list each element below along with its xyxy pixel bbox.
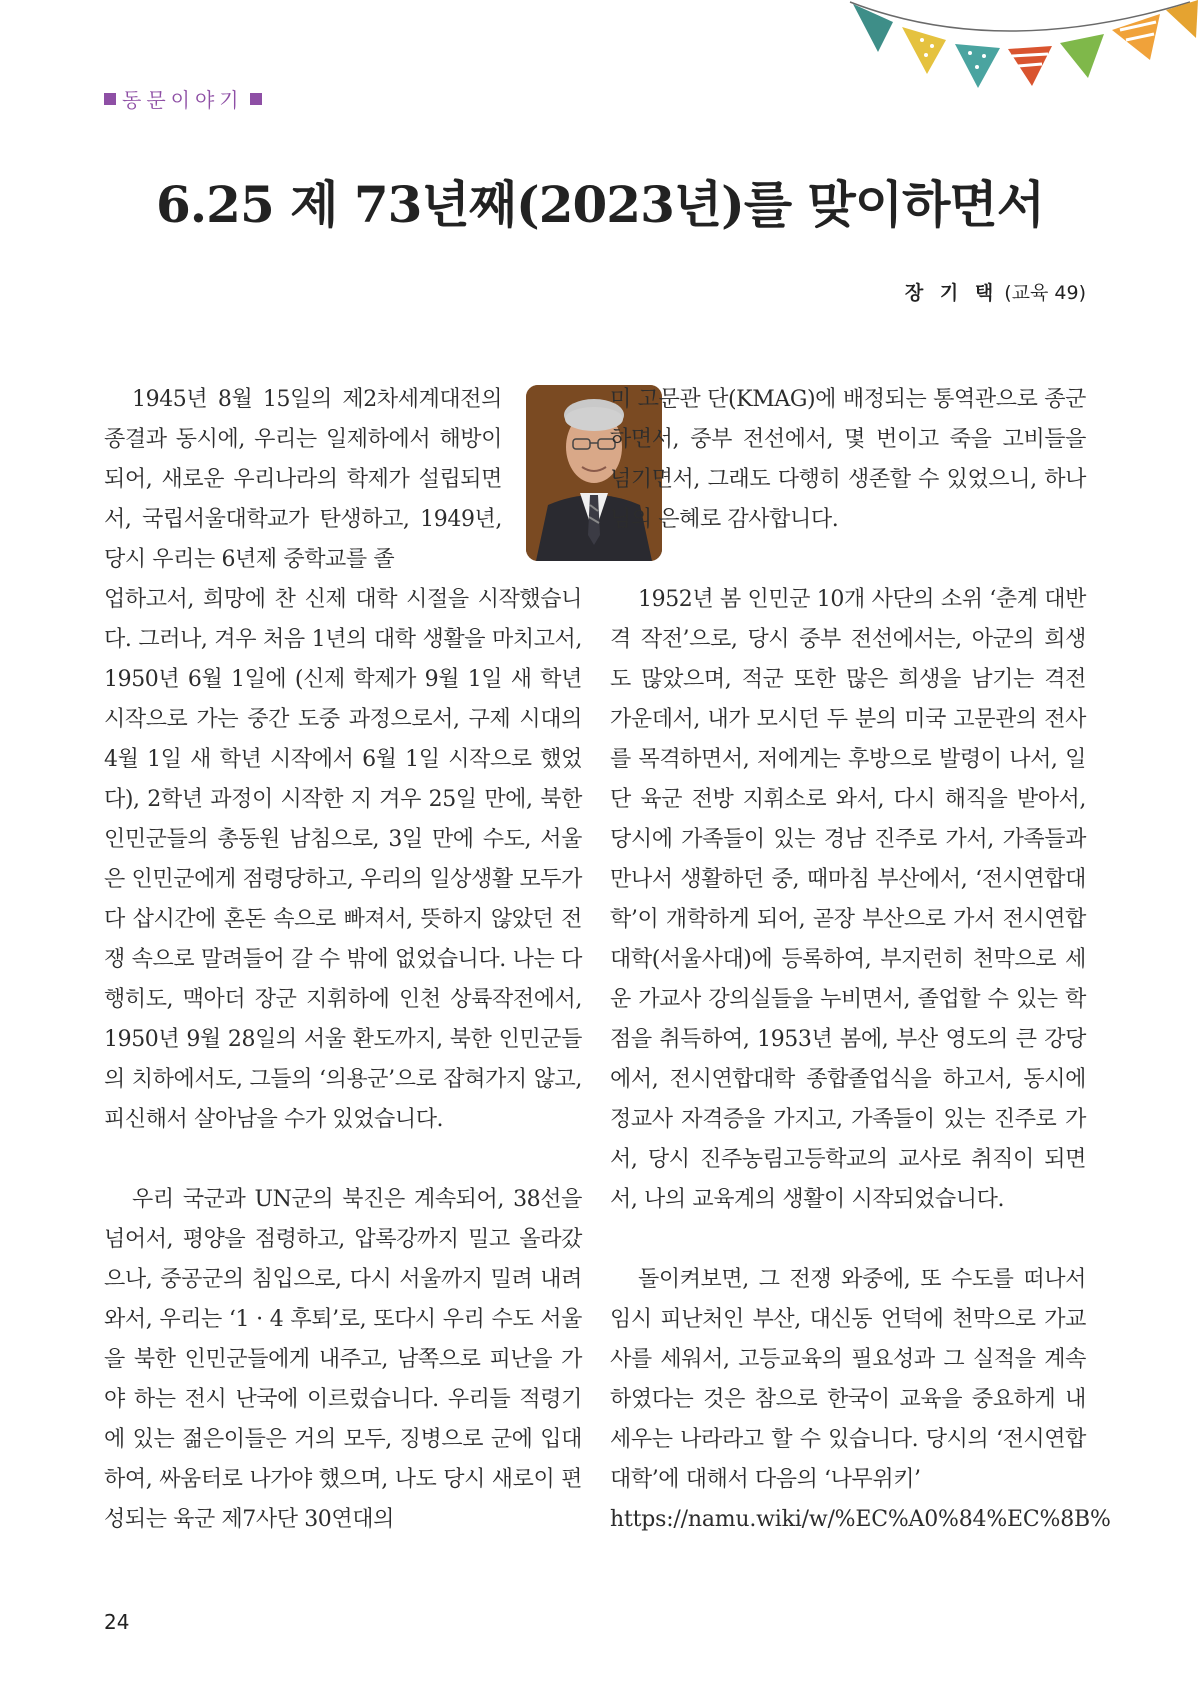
flag-6 <box>1112 14 1160 60</box>
paragraph-intro: 1945년 8월 15일의 제2차세계대전의 종결과 동시에, 우리는 일제하에서 해방이 되어, 새로운 우리나라의 학제가 설립되면서, 국립서울대학교가 탄생하고, 1949년, 당시 우리는 6년제 중학교를 졸 <box>104 387 502 572</box>
paragraph-reflection <box>610 1260 1111 1540</box>
section-label-text: 동문이야기 <box>122 88 244 112</box>
paragraph-intro-continued: 업하고서, 희망에 찬 신제 대학 시절을 시작했습니다. 그러나, 겨우 처음 1년의 대학 생활을 마치고서, 1950년 6월 1일에 (신제 학제가 9월 1일 새 학년 시작으로 가는 중간 도중 과정으로서, 구제 시대의 4월 1일 새 학년 시작에서 6월 1일 시작으로 했었다), 2학년 과정이 시작한 지 겨우 25일 만에, 북한 인민군들의 총동원 남침으로, 3일 만에 수도, 서울은 인민군에게 점령당하고, 우리의 일상생활 모두가 다 삽시간에 혼돈 속으로 빠져서, 뜻하지 않았던 전쟁 속으로 말려들어 갈 수 밖에 없었습니다. 나는 다행히도, 맥아더 장군 지휘하에 인천 상륙작전에서, 1950년 9월 28일의 서울 환도까지, 북한 인민군들의 치하에서도, 그들의 ‘의용군’으로 잡혀가지 않고, 피신해서 살아남을 수가 있었습니다. <box>104 587 582 1132</box>
flag-4 <box>1008 46 1052 86</box>
section-label <box>104 84 262 113</box>
paragraph-reflection-text: 돌이켜보면, 그 전쟁 와중에, 또 수도를 떠나서 임시 피난처인 부산, 대신동 언덕에 천막으로 가교사를 세워서, 고등교육의 필요성과 그 실적을 계속하였다는 것은 참으로 한국이 교육을 중요하게 내세우는 나라라고 할 수 있습니다. 당시의 ‘전시연합대학’에 대해서 다음의 ‘나무위키’ <box>610 1267 1086 1492</box>
flag-1 <box>853 4 893 52</box>
page-number: 24 <box>104 1610 130 1634</box>
flag-2 <box>902 27 946 74</box>
square-icon <box>250 93 262 105</box>
square-icon <box>104 93 116 105</box>
column-left-top <box>104 380 502 580</box>
author-byline <box>905 278 1086 305</box>
article-title: 6.25 제 73년째(2023년)를 맞이하면서 <box>155 175 1045 234</box>
flag-7 <box>1166 0 1198 38</box>
flag-3 <box>955 44 1000 88</box>
flag-5 <box>1060 34 1104 78</box>
author-name: 장 기 택 <box>904 282 999 304</box>
paragraph-northern-advance: 우리 국군과 UN군의 북진은 계속되어, 38선을 넘어서, 평양을 점령하고, 압록강까지 밀고 올라갔으나, 중공군의 침입으로, 다시 서울까지 밀려 내려와서, 우리는 ‘1 · 4 후퇴’로, 또다시 우리 수도 서울을 북한 인민군들에게 내주고, 남쪽으로 피난을 가야 하는 전시 난국에 이르렀습니다. 우리들 적령기에 있는 젊은이들은 거의 모두, 징병으로 군에 입대하여, 싸움터로 나가야 했으며, 나도 당시 새로이 편성되는 육군 제7사단 30연대의 <box>104 1187 582 1532</box>
paragraph-spring-offensive: 1952년 봄 인민군 10개 사단의 소위 ‘춘계 대반격 작전’으로, 당시 중부 전선에서는, 아군의 희생도 많았으며, 적군 또한 많은 희생을 남기는 격전 가운데서, 내가 모시던 두 분의 미국 고문관의 전사를 목격하면서, 저에게는 후방으로 발령이 나서, 일단 육군 전방 지휘소로 와서, 다시 해직을 받아서, 당시에 가족들이 있는 경남 진주로 가서, 가족들과 만나서 생활하던 중, 때마침 부산에서, ‘전시연합대학’이 개학하게 되어, 곧장 부산으로 가서 전시연합대학(서울사대)에 등록하여, 부지런히 천막으로 세운 가교사 강의실들을 누비면서, 졸업할 수 있는 학점을 취득하여, 1953년 봄에, 부산 영도의 큰 강당에서, 전시연합대학 종합졸업식을 하고서, 동시에 정교사 자격증을 가지고, 가족들이 있는 진주로 가서, 당시 진주농림고등학교의 교사로 취직이 되면서, 나의 교육계의 생활이 시작되었습니다. <box>610 587 1086 1212</box>
namu-wiki-url[interactable]: https://namu.wiki/w/%EC%A0%84%EC%8B% <box>610 1507 1111 1532</box>
column-right <box>610 380 1111 1540</box>
column-left <box>104 580 582 1540</box>
paragraph-kmag-continued: 미 고문관 단(KMAG)에 배정되는 통역관으로 종군하면서, 중부 전선에서, 몇 번이고 죽을 고비들을 넘기면서, 그래도 다행히 생존할 수 있었으니, 하나님의 은혜로 감사합니다. <box>610 387 1086 532</box>
author-affiliation: (교육 49) <box>1004 282 1086 304</box>
